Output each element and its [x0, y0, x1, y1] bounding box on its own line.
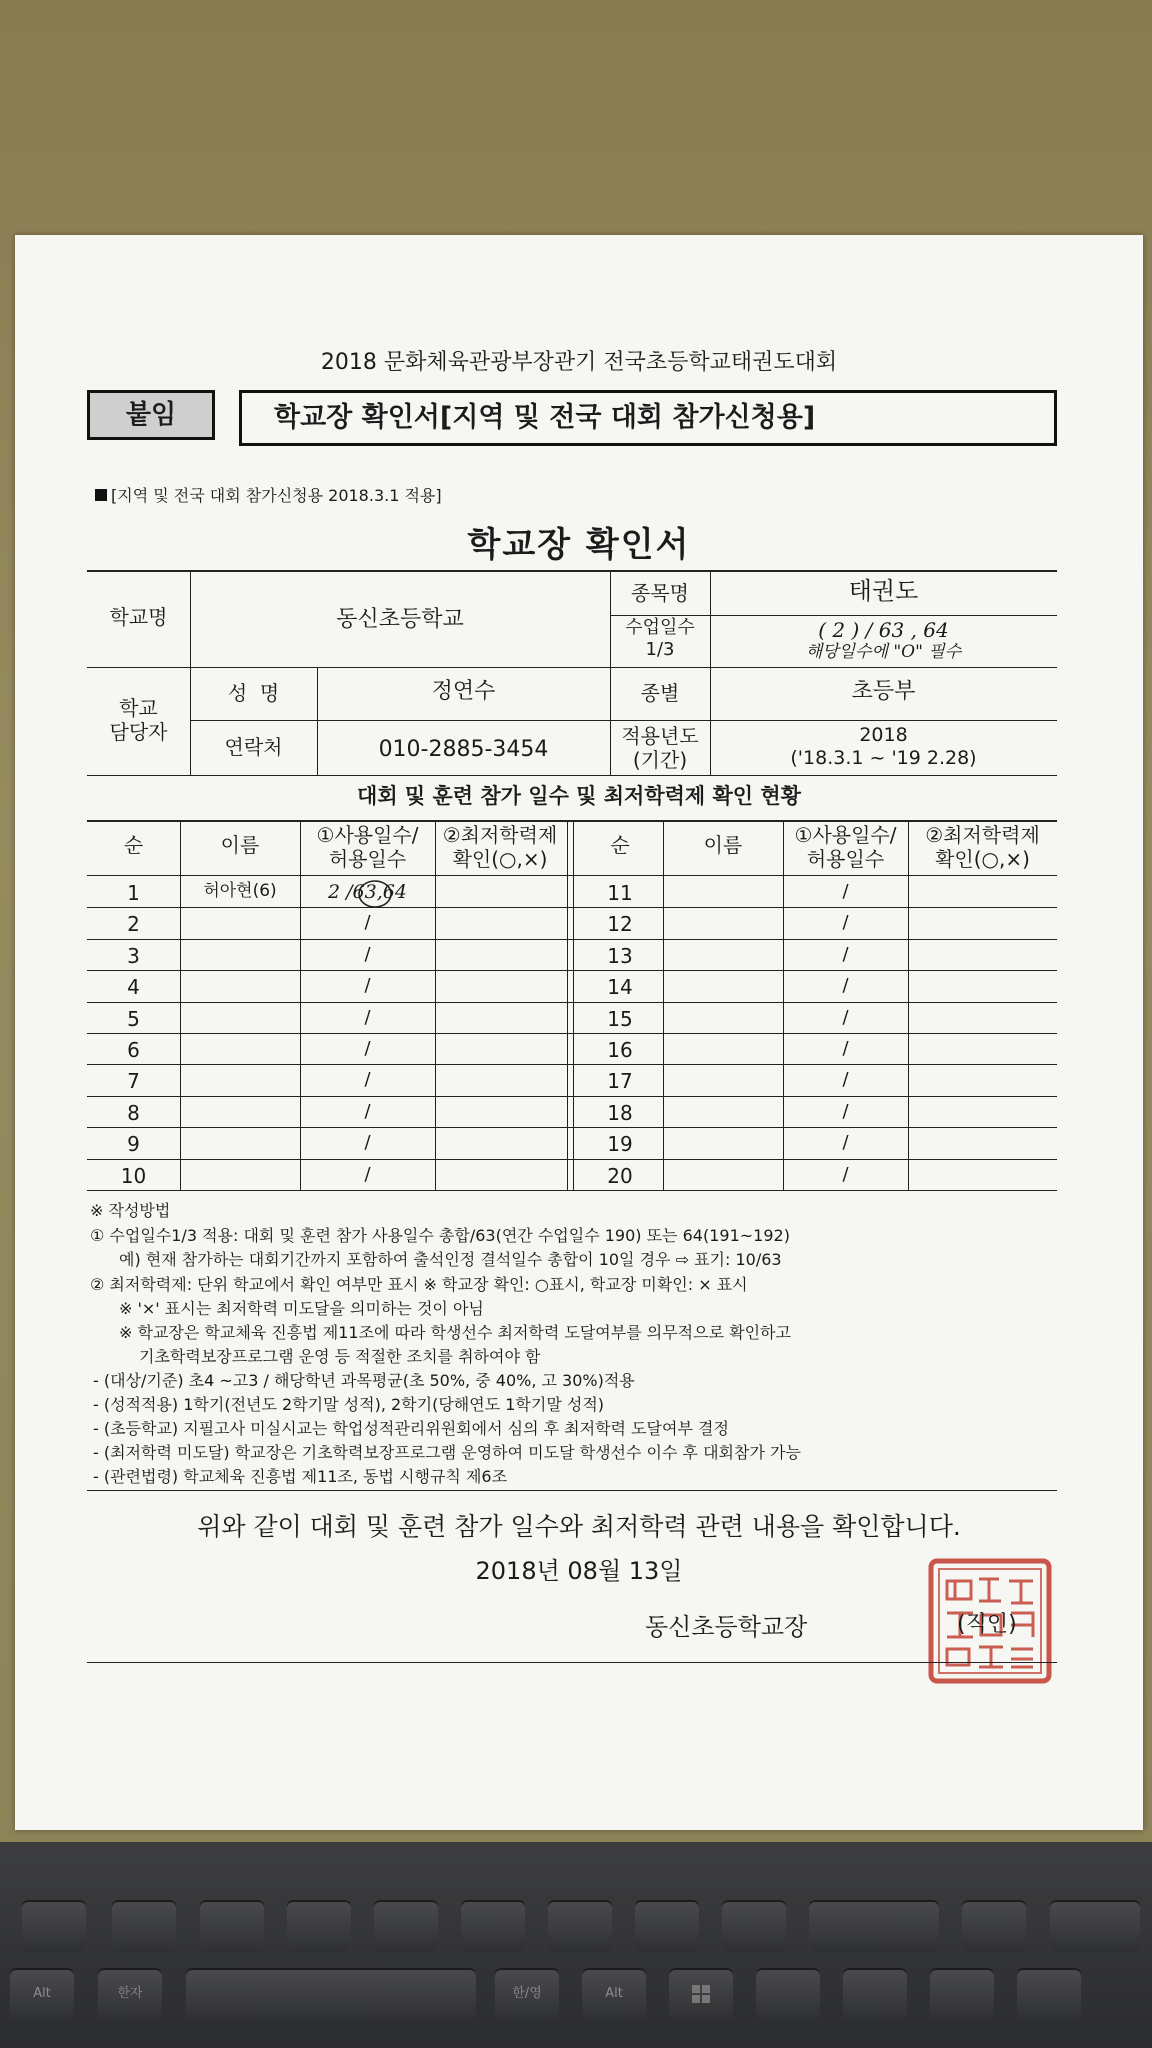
key-shift[interactable] [809, 1900, 939, 1952]
student-name: 허아현(6) [203, 881, 277, 901]
square-bullet-icon [95, 489, 107, 501]
row-number: 4 [127, 975, 140, 999]
col-header-days-left [300, 823, 435, 871]
classdays-label-line2: 1/3 [645, 638, 675, 660]
row-divider [87, 1033, 1057, 1034]
center-divider [573, 820, 574, 1190]
row-number: 11 [607, 881, 633, 905]
key-left[interactable] [930, 1968, 994, 2020]
note-1: ① 수업일수1/3 적용: 대회 및 훈련 참가 사용일수 총합/63(연간 수업일수 190) 또는 64(191~192) [90, 1226, 790, 1245]
row-number: 18 [607, 1101, 633, 1125]
center-divider [567, 820, 568, 1190]
year-value [710, 724, 1057, 770]
manager-label [87, 696, 190, 744]
classdays-note: 해당일수에 "O" 필수 [805, 642, 962, 662]
document-page [15, 235, 1143, 1830]
row-divider [87, 1159, 1057, 1160]
key-m[interactable] [461, 1900, 525, 1952]
seal-mark-label: (직인) [957, 1612, 1017, 1637]
days-value: / [364, 1132, 371, 1153]
days-value: / [364, 1038, 371, 1059]
key-alt-right[interactable]: Alt [582, 1968, 646, 2020]
key-menu[interactable] [756, 1968, 820, 2020]
row-number: 9 [127, 1132, 140, 1156]
subtag-text: [지역 및 전국 대회 참가신청용 2018.3.1 적용] [111, 486, 442, 505]
days-value: / [364, 1164, 371, 1185]
days-value: / [842, 975, 849, 996]
school-name-label: 학교명 [109, 605, 168, 629]
days-value: / [364, 1101, 371, 1122]
days-value: / [364, 912, 371, 933]
year-value-line2: ('18.3.1 ~ '19 2.28) [790, 746, 977, 769]
col-header-days-right-line2: 허용일수 [806, 847, 885, 871]
key-b[interactable] [287, 1900, 351, 1952]
document-heading: 학교장 확인서[지역 및 전국 대회 참가신청용] [239, 390, 1057, 446]
days-value: / [842, 1164, 849, 1185]
column-divider [435, 820, 436, 1190]
year-value-line1: 2018 [859, 724, 908, 746]
manager-label-line1: 학교 [119, 696, 158, 720]
col-header-min-left-line2: 확인(○,×) [452, 847, 548, 871]
key-windows[interactable] [669, 1968, 733, 2020]
days-value: / [364, 975, 371, 996]
note-2: ② 최저학력제: 단위 학교에서 확인 여부만 표시 ※ 학교장 확인: ○표시, 학교장 미확인: × 표시 [90, 1275, 748, 1294]
row-divider [87, 1127, 1057, 1128]
row-number: 1 [127, 881, 140, 905]
col-header-min-right-line1: ②최저학력제 [925, 823, 1040, 847]
column-divider [180, 820, 181, 1190]
row-number: 3 [127, 944, 140, 968]
row-number: 7 [127, 1069, 140, 1093]
detail-3: - (초등학교) 지필고사 미실시교는 학업성적관리위원회에서 심의 후 최저학력 도달여부 결정 [93, 1419, 729, 1438]
row-divider [87, 907, 1057, 908]
days-value: / [842, 1038, 849, 1059]
principal-name: 동신초등학교장 [645, 1613, 808, 1641]
key-up[interactable] [962, 1900, 1026, 1952]
note-1b: 예) 현재 참가하는 대회기간까지 포함하여 출석인정 결석일수 총합이 10일 경우 ⇨ 표기: 10/63 [119, 1250, 782, 1269]
key-hanyeong[interactable]: 한/영 [495, 1968, 559, 2020]
key-slash[interactable] [722, 1900, 786, 1952]
key-e[interactable] [22, 1900, 86, 1952]
application-subtag [95, 483, 442, 506]
days-value: / [364, 1069, 371, 1090]
row-divider [87, 1190, 1057, 1191]
page-title: 학교장 확인서 [467, 525, 691, 565]
row-divider [87, 1096, 1057, 1097]
col-header-min-right [908, 823, 1057, 871]
attachment-tag: 붙임 [87, 390, 215, 440]
col-header-no-right: 순 [610, 833, 630, 857]
note-2c: ※ 학교장은 학교체육 진흥법 제11조에 따라 학생선수 최저학력 도달여부를 의무적으로 확인하고 [119, 1323, 791, 1342]
col-header-days-right [783, 823, 908, 871]
key-comma[interactable] [548, 1900, 612, 1952]
row-number: 16 [607, 1038, 633, 1062]
col-header-name-left: 이름 [220, 833, 260, 857]
days-value: / [842, 944, 849, 965]
row-number: 2 [127, 912, 140, 936]
name-label: 성 명 [227, 681, 280, 705]
manager-label-line2: 담당자 [109, 720, 168, 744]
row-number: 15 [607, 1007, 633, 1031]
col-header-name-right: 이름 [703, 833, 743, 857]
school-name-value: 동신초등학교 [336, 607, 464, 632]
days-value: 2 /63,64 [328, 881, 407, 903]
days-value: / [842, 1132, 849, 1153]
event-label: 종목명 [631, 581, 689, 605]
key-down[interactable] [1017, 1968, 1081, 2020]
row-number: 5 [127, 1007, 140, 1031]
key-ctrl[interactable] [843, 1968, 907, 2020]
windows-logo-icon [691, 1984, 711, 2004]
col-header-no-left: 순 [123, 833, 144, 857]
row-number: 6 [127, 1038, 140, 1062]
row-number: 13 [607, 944, 633, 968]
days-value: / [842, 912, 849, 933]
col-header-min-left [435, 823, 565, 871]
key-alt-left[interactable]: Alt [10, 1968, 74, 2020]
key-del[interactable] [1050, 1900, 1140, 1952]
row-divider [87, 970, 1057, 971]
name-value: 정연수 [431, 679, 496, 704]
detail-2: - (성적적용) 1학기(전년도 2학기말 성적), 2학기(당해연도 1학기말 성적) [93, 1395, 605, 1414]
col-header-min-right-line2: 확인(○,×) [935, 847, 1030, 871]
laptop-keyboard [0, 1842, 1152, 2048]
detail-5: - (관련법령) 학교체육 진흥법 제11조, 동법 시행규칙 제6조 [93, 1467, 508, 1486]
contact-value: 010-2885-3454 [378, 737, 549, 762]
row-number: 19 [607, 1132, 633, 1156]
days-value: / [364, 1007, 371, 1028]
detail-4: - (최저학력 미도달) 학교장은 기초학력보장프로그램 운영하여 미도달 학생선수 이수 후 대회참가 가능 [93, 1443, 801, 1462]
row-number: 17 [607, 1069, 633, 1093]
detail-1: - (대상/기준) 초4 ~고3 / 해당학년 과목평균(초 50%, 중 40%, 고 30%)적용 [93, 1371, 635, 1390]
col-header-days-right-line1: ①사용일수/ [794, 823, 897, 847]
event-value: 태권도 [848, 577, 919, 605]
row-divider [87, 1002, 1057, 1003]
row-divider [87, 939, 1057, 940]
row-number: 8 [127, 1101, 140, 1125]
year-label [610, 724, 710, 772]
row-divider [87, 1064, 1057, 1065]
column-divider [663, 820, 664, 1190]
table-caption: 대회 및 훈련 참가 일수 및 최저학력제 확인 현황 [357, 784, 801, 808]
year-label-line1: 적용년도 [621, 724, 699, 748]
key-period[interactable] [635, 1900, 699, 1952]
key-c[interactable] [112, 1900, 176, 1952]
classdays-label-line1: 수업일수 [625, 617, 695, 638]
days-value: / [364, 944, 371, 965]
year-label-line2: (기간) [632, 748, 688, 772]
classdays-value: ( 2 ) / 63 , 64 [818, 618, 949, 642]
row-number: 10 [120, 1164, 147, 1188]
column-divider [908, 820, 909, 1190]
days-value: / [842, 1101, 849, 1122]
key-n[interactable] [374, 1900, 438, 1952]
contact-label: 연락처 [224, 735, 283, 759]
key-v[interactable] [200, 1900, 264, 1952]
row-number: 14 [607, 975, 633, 999]
note-2b: ※ '×' 표시는 최저학력 미도달을 의미하는 것이 아님 [119, 1299, 484, 1318]
confirmation-statement: 위와 같이 대회 및 훈련 참가 일수와 최저학력 관련 내용을 확인합니다. [197, 1512, 961, 1541]
category-value: 초등부 [851, 679, 916, 704]
col-header-days-left-line2: 허용일수 [328, 847, 407, 871]
event-title: 2018 문화체육관광부장관기 전국초등학교태권도대회 [320, 350, 838, 375]
confirmation-date: 2018년 08월 13일 [475, 1557, 683, 1585]
key-space[interactable] [186, 1968, 476, 2020]
days-value: / [842, 881, 849, 902]
row-number: 12 [607, 912, 633, 936]
days-value: / [842, 1007, 849, 1028]
col-header-days-left-line1: ①사용일수/ [316, 823, 419, 847]
instructions-heading: ※ 작성방법 [90, 1201, 171, 1220]
col-header-min-left-line1: ②최저학력제 [442, 823, 558, 847]
note-2d: 기초학력보장프로그램 운영 등 적절한 조치를 취하여야 함 [139, 1347, 541, 1366]
days-value: / [842, 1069, 849, 1090]
row-number: 20 [607, 1164, 633, 1188]
key-hanja[interactable]: 한자 [98, 1968, 162, 2020]
category-label: 종별 [640, 681, 680, 705]
classdays-label [610, 617, 710, 660]
